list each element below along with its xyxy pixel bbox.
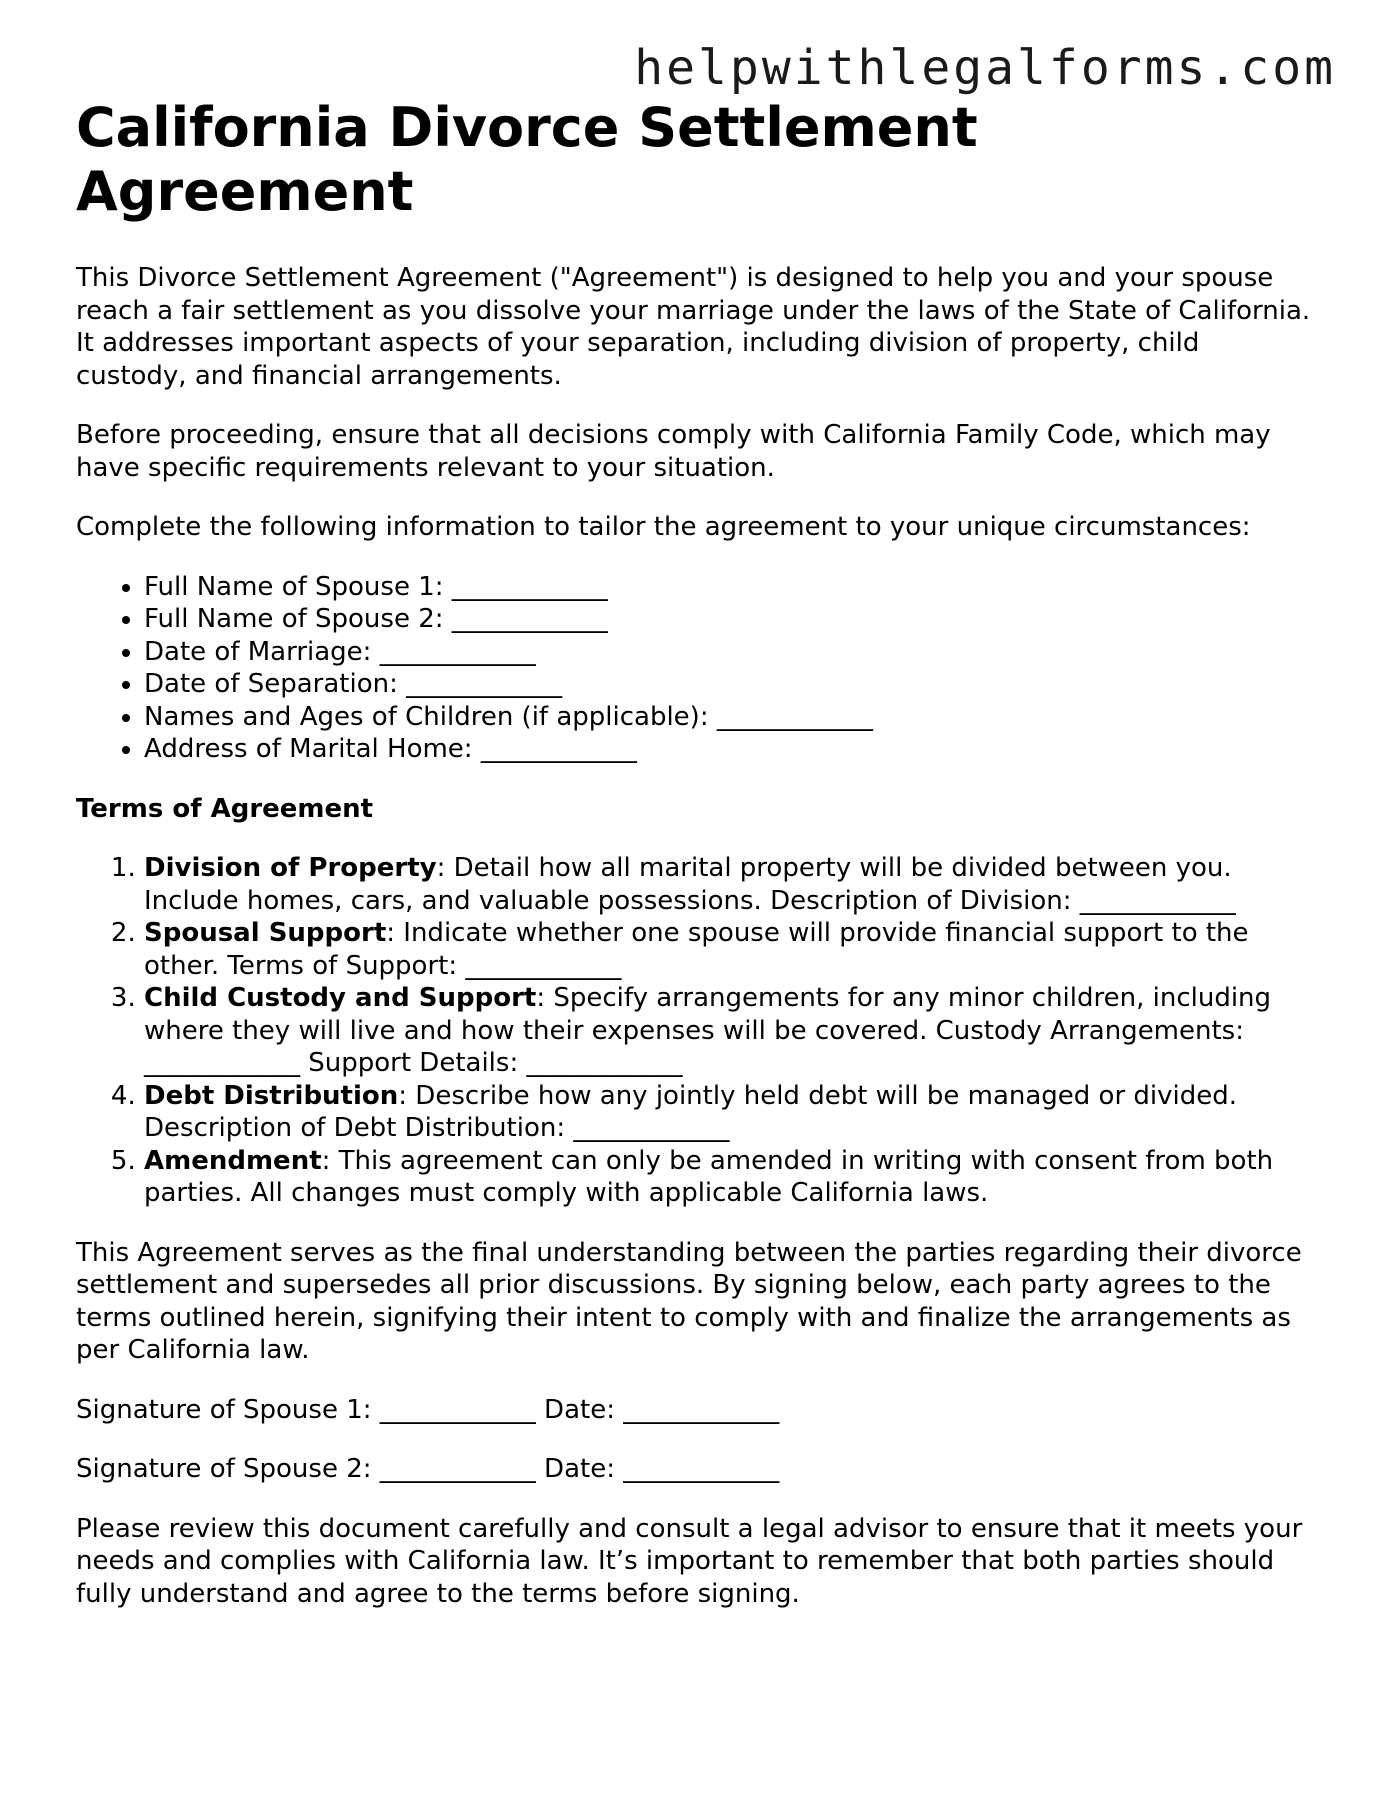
document-title: California Divorce Settlement Agreement [76,96,978,223]
site-watermark: helpwithlegalforms.com [634,40,1336,96]
term-title: Amendment [144,1145,322,1176]
info-field-spouse-2-name: • Full Name of Spouse 2: ____________ [144,603,1316,636]
info-field-date-of-marriage: • Date of Marriage: ____________ [144,636,1316,669]
terms-heading: Terms of Agreement [76,793,374,824]
instructions-paragraph: Complete the following information to tailor the agreement to your unique circumstances: [76,512,1251,542]
term-text: : Describe how any jointly held debt will be managed or divided. Description of Debt Distribution: ____________ [144,1080,1238,1143]
term-title: Division of Property [144,853,437,883]
term-spousal-support [144,917,1316,982]
intro-paragraph: This Divorce Settlement Agreement ("Agreement") is designed to help you and your spouse reach a fair settlement as you dissolve your marriage under the laws of the State of California. It addresses important aspects of your separation, including division of property, child custody, and financial arrangements. [76,263,1311,391]
term-child-custody [144,982,1316,1080]
term-amendment [144,1145,1316,1210]
term-title: Spousal Support [144,918,387,948]
term-text: : Indicate whether one spouse will provide financial support to the other. Terms of Support: ____________ [144,918,1249,981]
term-debt-distribution [144,1080,1316,1145]
final-note: Please review this document carefully and consult a legal advisor to ensure that it meets your needs and complies with California law. It’s important to remember that both parties should fully understand and agree to the terms before signing. [76,1513,1303,1609]
term-text: : Specify arrangements for any minor children, including where they will live and how their expenses will be covered. Custody Arrangements: ____________ Support Details: ____________ [144,983,1272,1078]
term-division-of-property [144,852,1316,917]
compliance-paragraph: Before proceeding, ensure that all decisions comply with California Family Code, which may have specific requirements relevant to your situation. [76,420,1271,483]
info-field-list [76,571,1316,766]
terms-list [76,852,1316,1210]
document-page [76,96,1316,1637]
signature-line-spouse-2: Signature of Spouse 2: ____________ Date: ____________ [76,1454,780,1484]
info-field-spouse-1-name: • Full Name of Spouse 1: ____________ [144,571,1316,604]
closing-paragraph: This Agreement serves as the final understanding between the parties regarding their divorce settlement and supersedes all prior discussions. By signing below, each party agrees to the terms outlined herein, signifying their intent to comply with and finalize the arrangements as per California law. [76,1237,1302,1365]
term-title: Debt Distribution [144,1080,399,1111]
info-field-children: • Names and Ages of Children (if applicable): ____________ [144,701,1316,734]
term-text: : This agreement can only be amended in writing with consent from both parties. All changes must comply with applicable California laws. [144,1145,1274,1208]
term-text: : Detail how all marital property will be divided between you. Include homes, cars, and valuable possessions. Description of Division: ____________ [144,853,1236,916]
signature-line-spouse-1: Signature of Spouse 1: ____________ Date: ____________ [76,1394,780,1425]
term-title: Child Custody and Support [144,983,537,1013]
info-field-marital-home: • Address of Marital Home: ____________ [144,733,1316,766]
info-field-date-of-separation: • Date of Separation: ____________ [144,668,1316,701]
